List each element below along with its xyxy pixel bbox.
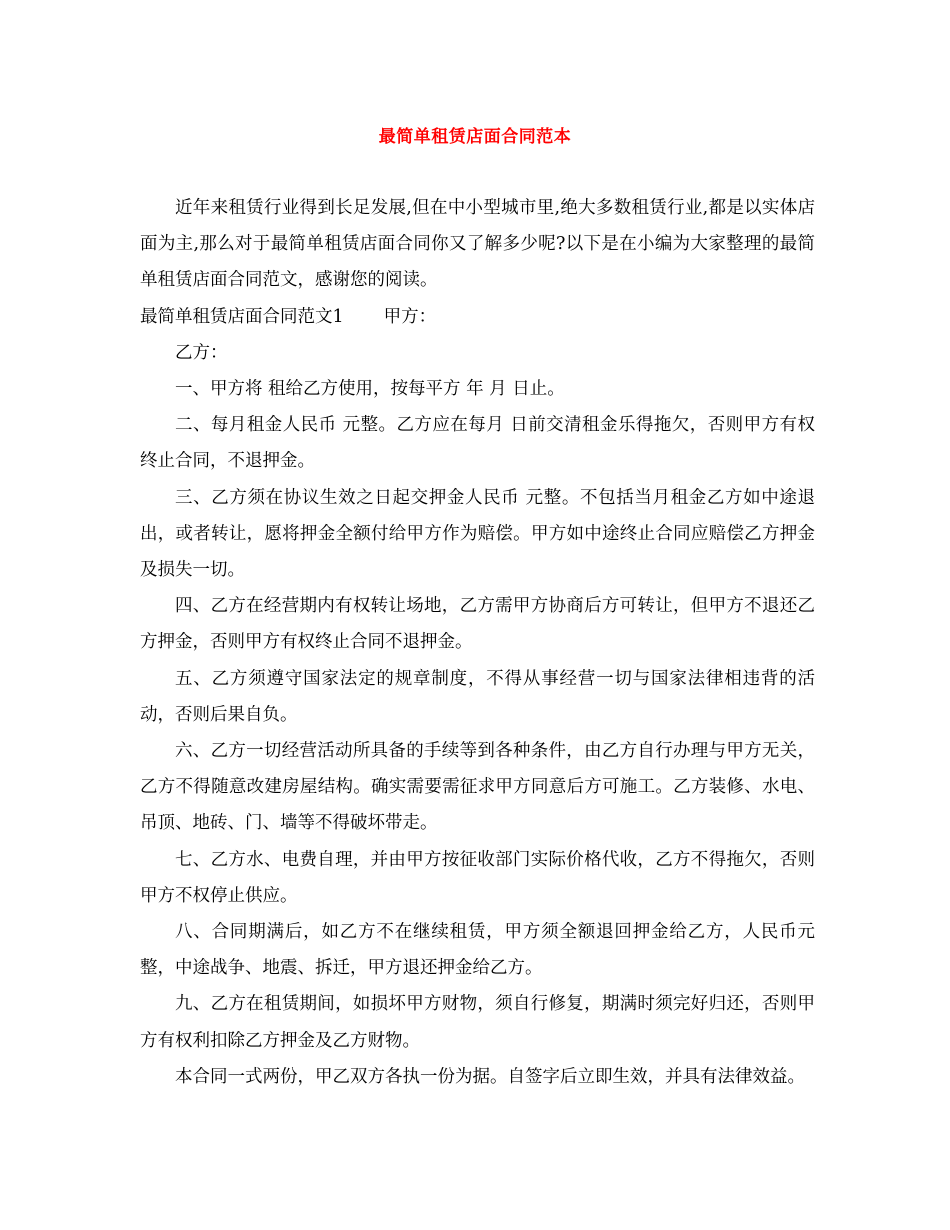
clause-2: 二、每月租金人民币 元整。乙方应在每月 日前交清租金乐得拖欠，否则甲方有权终止合同，不退押金。 [140, 415, 815, 472]
clause-4: 四、乙方在经营期内有权转让场地，乙方需甲方协商后方可转让，但甲方不退还乙方押金，否则甲方有权终止合同不退押金。 [140, 596, 815, 653]
clause-5: 五、乙方须遵守国家法定的规章制度，不得从事经营一切与国家法律相违背的活动，否则后果自负。 [140, 668, 815, 725]
clause-1: 一、甲方将 租给乙方使用，按每平方 年 月 日止。 [175, 379, 565, 400]
clause-6: 六、乙方一切经营活动所具备的手续等到各种条件，由乙方自行办理与甲方无关，乙方不得随意改建房屋结构。确实需要需征求甲方同意后方可施工。乙方装修、水电、吊顶、地砖、门、墙等不得破坏带走。 [140, 741, 815, 834]
intro-paragraph: 近年来租赁行业得到长足发展,但在中小型城市里,绝大多数租赁行业,都是以实体店面为主,那么对于最简单租赁店面合同你又了解多少呢?以下是在小编为大家整理的最简单租赁店面合同范文，感谢您的阅读。 [140, 198, 815, 291]
document-body [140, 190, 815, 1095]
document-title: 最简单租赁店面合同范本 [378, 127, 572, 147]
closing-paragraph: 本合同一式两份，甲乙双方各执一份为据。自签字后立即生效，并具有法律效益。 [175, 1066, 805, 1087]
clause-3: 三、乙方须在协议生效之日起交押金人民币 元整。不包括当月租金乙方如中途退出，或者转让，愿将押金全额付给甲方作为赔偿。甲方如中途终止合同应赔偿乙方押金及损失一切。 [140, 487, 815, 581]
party-a-label: 甲方： [383, 306, 437, 327]
clause-8: 八、合同期满后，如乙方不在继续租赁，甲方须全额退回押金给乙方，人民币元整，中途战争、地震、拆迁，甲方退还押金给乙方。 [140, 922, 815, 979]
party-b-label: 乙方： [175, 342, 228, 363]
section-heading-line [140, 299, 815, 335]
section-heading: 最简单租赁店面合同范文1 [140, 306, 344, 327]
clause-7: 七、乙方水、电费自理，并由甲方按征收部门实际价格代收，乙方不得拖欠，否则甲方不权停止供应。 [140, 849, 815, 906]
clause-9: 九、乙方在租赁期间，如损坏甲方财物，须自行修复，期满时须完好归还，否则甲方有权利扣除乙方押金及乙方财物。 [140, 994, 815, 1051]
